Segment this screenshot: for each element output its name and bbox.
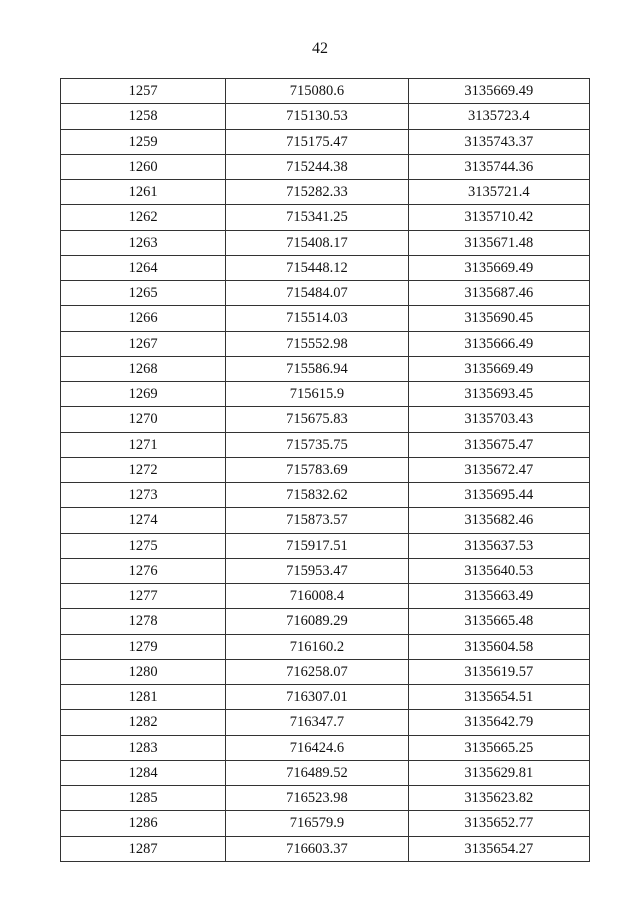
x-coordinate-cell: 715484.07 xyxy=(226,281,408,306)
x-coordinate-cell: 715953.47 xyxy=(226,558,408,583)
y-coordinate-cell: 3135743.37 xyxy=(408,129,589,154)
x-coordinate-cell: 716160.2 xyxy=(226,634,408,659)
point-number-cell: 1280 xyxy=(61,659,226,684)
point-number-cell: 1259 xyxy=(61,129,226,154)
table-row xyxy=(61,407,590,432)
table-row xyxy=(61,786,590,811)
y-coordinate-cell: 3135721.4 xyxy=(408,180,589,205)
y-coordinate-cell: 3135693.45 xyxy=(408,382,589,407)
point-number-cell: 1275 xyxy=(61,533,226,558)
table-row xyxy=(61,129,590,154)
point-number-cell: 1273 xyxy=(61,483,226,508)
x-coordinate-cell: 715917.51 xyxy=(226,533,408,558)
table-row xyxy=(61,760,590,785)
point-number-cell: 1283 xyxy=(61,735,226,760)
y-coordinate-cell: 3135671.48 xyxy=(408,230,589,255)
y-coordinate-cell: 3135663.49 xyxy=(408,584,589,609)
x-coordinate-cell: 715408.17 xyxy=(226,230,408,255)
x-coordinate-cell: 715552.98 xyxy=(226,331,408,356)
point-number-cell: 1282 xyxy=(61,710,226,735)
x-coordinate-cell: 715675.83 xyxy=(226,407,408,432)
y-coordinate-cell: 3135604.58 xyxy=(408,634,589,659)
x-coordinate-cell: 716008.4 xyxy=(226,584,408,609)
table-row xyxy=(61,432,590,457)
table-row xyxy=(61,558,590,583)
table-row xyxy=(61,306,590,331)
point-number-cell: 1258 xyxy=(61,104,226,129)
x-coordinate-cell: 716258.07 xyxy=(226,659,408,684)
point-number-cell: 1272 xyxy=(61,457,226,482)
x-coordinate-cell: 715448.12 xyxy=(226,255,408,280)
table-row xyxy=(61,811,590,836)
point-number-cell: 1286 xyxy=(61,811,226,836)
point-number-cell: 1261 xyxy=(61,180,226,205)
y-coordinate-cell: 3135629.81 xyxy=(408,760,589,785)
y-coordinate-cell: 3135665.48 xyxy=(408,609,589,634)
x-coordinate-cell: 715832.62 xyxy=(226,483,408,508)
y-coordinate-cell: 3135652.77 xyxy=(408,811,589,836)
point-number-cell: 1274 xyxy=(61,508,226,533)
y-coordinate-cell: 3135723.4 xyxy=(408,104,589,129)
x-coordinate-cell: 716424.6 xyxy=(226,735,408,760)
x-coordinate-cell: 715586.94 xyxy=(226,356,408,381)
y-coordinate-cell: 3135744.36 xyxy=(408,154,589,179)
y-coordinate-cell: 3135665.25 xyxy=(408,735,589,760)
table-row xyxy=(61,685,590,710)
table-row xyxy=(61,79,590,104)
table-row xyxy=(61,710,590,735)
y-coordinate-cell: 3135640.53 xyxy=(408,558,589,583)
table-row xyxy=(61,634,590,659)
x-coordinate-cell: 715130.53 xyxy=(226,104,408,129)
x-coordinate-cell: 715175.47 xyxy=(226,129,408,154)
y-coordinate-cell: 3135637.53 xyxy=(408,533,589,558)
table-row xyxy=(61,533,590,558)
table-row xyxy=(61,180,590,205)
point-number-cell: 1267 xyxy=(61,331,226,356)
x-coordinate-cell: 715244.38 xyxy=(226,154,408,179)
table-row xyxy=(61,483,590,508)
point-number-cell: 1264 xyxy=(61,255,226,280)
x-coordinate-cell: 715080.6 xyxy=(226,79,408,104)
x-coordinate-cell: 715615.9 xyxy=(226,382,408,407)
y-coordinate-cell: 3135666.49 xyxy=(408,331,589,356)
table-row xyxy=(61,104,590,129)
point-number-cell: 1266 xyxy=(61,306,226,331)
table-row xyxy=(61,230,590,255)
y-coordinate-cell: 3135669.49 xyxy=(408,356,589,381)
point-number-cell: 1269 xyxy=(61,382,226,407)
y-coordinate-cell: 3135623.82 xyxy=(408,786,589,811)
table-row xyxy=(61,154,590,179)
table-row xyxy=(61,659,590,684)
table-row xyxy=(61,584,590,609)
table-row xyxy=(61,508,590,533)
table-row xyxy=(61,836,590,861)
point-number-cell: 1268 xyxy=(61,356,226,381)
y-coordinate-cell: 3135690.45 xyxy=(408,306,589,331)
x-coordinate-cell: 716603.37 xyxy=(226,836,408,861)
x-coordinate-cell: 715873.57 xyxy=(226,508,408,533)
x-coordinate-cell: 716579.9 xyxy=(226,811,408,836)
table-row xyxy=(61,735,590,760)
y-coordinate-cell: 3135619.57 xyxy=(408,659,589,684)
y-coordinate-cell: 3135654.27 xyxy=(408,836,589,861)
y-coordinate-cell: 3135654.51 xyxy=(408,685,589,710)
y-coordinate-cell: 3135675.47 xyxy=(408,432,589,457)
table-row xyxy=(61,457,590,482)
x-coordinate-cell: 716307.01 xyxy=(226,685,408,710)
table-row xyxy=(61,205,590,230)
y-coordinate-cell: 3135672.47 xyxy=(408,457,589,482)
point-number-cell: 1285 xyxy=(61,786,226,811)
page-number: 42 xyxy=(312,40,328,57)
point-number-cell: 1278 xyxy=(61,609,226,634)
point-number-cell: 1279 xyxy=(61,634,226,659)
x-coordinate-cell: 715735.75 xyxy=(226,432,408,457)
x-coordinate-cell: 715282.33 xyxy=(226,180,408,205)
y-coordinate-cell: 3135669.49 xyxy=(408,79,589,104)
point-number-cell: 1257 xyxy=(61,79,226,104)
y-coordinate-cell: 3135642.79 xyxy=(408,710,589,735)
point-number-cell: 1276 xyxy=(61,558,226,583)
x-coordinate-cell: 715783.69 xyxy=(226,457,408,482)
x-coordinate-cell: 716489.52 xyxy=(226,760,408,785)
point-number-cell: 1263 xyxy=(61,230,226,255)
x-coordinate-cell: 715341.25 xyxy=(226,205,408,230)
table-row xyxy=(61,609,590,634)
table-row xyxy=(61,281,590,306)
point-number-cell: 1287 xyxy=(61,836,226,861)
point-number-cell: 1270 xyxy=(61,407,226,432)
point-number-cell: 1284 xyxy=(61,760,226,785)
y-coordinate-cell: 3135710.42 xyxy=(408,205,589,230)
y-coordinate-cell: 3135682.46 xyxy=(408,508,589,533)
y-coordinate-cell: 3135695.44 xyxy=(408,483,589,508)
point-number-cell: 1271 xyxy=(61,432,226,457)
x-coordinate-cell: 716347.7 xyxy=(226,710,408,735)
point-number-cell: 1260 xyxy=(61,154,226,179)
x-coordinate-cell: 716523.98 xyxy=(226,786,408,811)
y-coordinate-cell: 3135687.46 xyxy=(408,281,589,306)
y-coordinate-cell: 3135669.49 xyxy=(408,255,589,280)
table-row xyxy=(61,255,590,280)
table-row xyxy=(61,382,590,407)
table-row xyxy=(61,356,590,381)
y-coordinate-cell: 3135703.43 xyxy=(408,407,589,432)
point-number-cell: 1265 xyxy=(61,281,226,306)
table-row xyxy=(61,331,590,356)
x-coordinate-cell: 716089.29 xyxy=(226,609,408,634)
point-number-cell: 1262 xyxy=(61,205,226,230)
point-number-cell: 1281 xyxy=(61,685,226,710)
point-number-cell: 1277 xyxy=(61,584,226,609)
coordinates-table xyxy=(60,78,590,862)
x-coordinate-cell: 715514.03 xyxy=(226,306,408,331)
